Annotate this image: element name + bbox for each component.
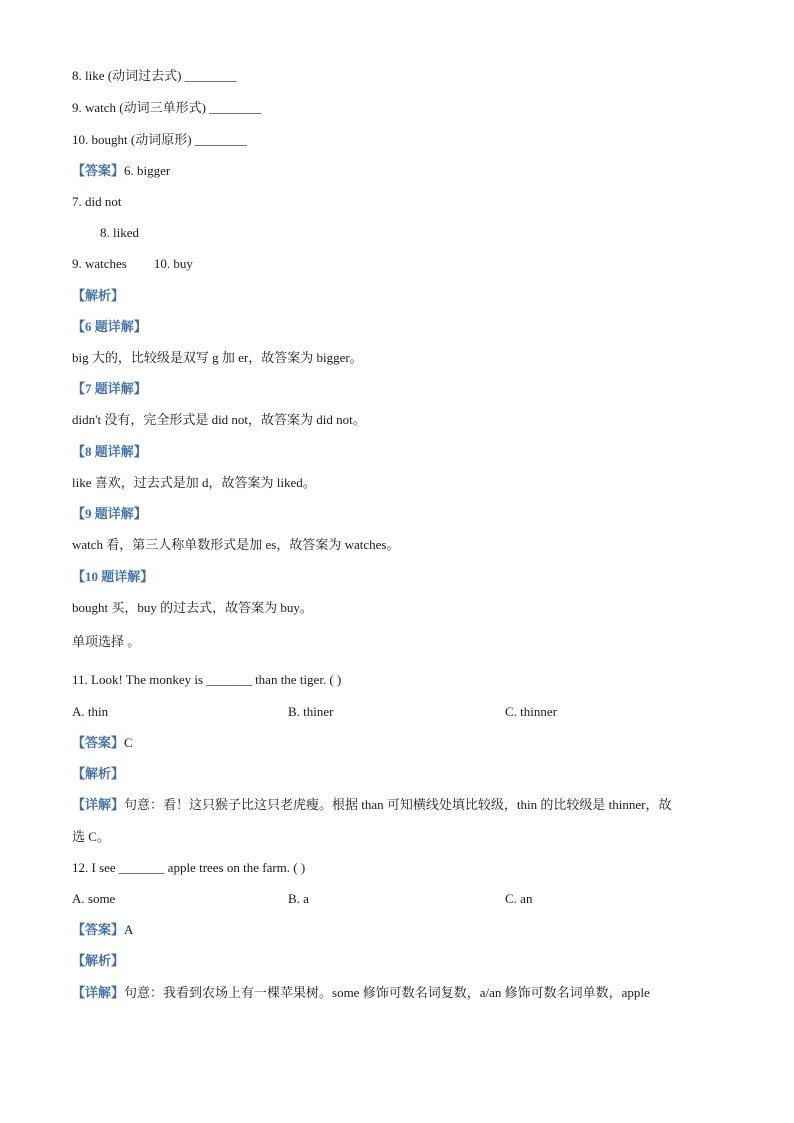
detail-7-label: 【7 题详解】 — [72, 381, 147, 396]
question-8: 8. like (动词过去式) ________ — [72, 68, 237, 83]
answer-label: 【答案】 — [72, 922, 125, 937]
question-11-option-a: A. thin — [72, 704, 109, 719]
question-12-option-c: C. an — [505, 891, 533, 906]
detail-6-label: 【6 题详解】 — [72, 319, 147, 334]
answer-label: 【答案】 — [72, 163, 125, 178]
answer-line-9-10 — [72, 256, 193, 272]
answer-value: A — [124, 922, 134, 937]
question-11-detail — [72, 797, 671, 813]
answer-7: 7. did not — [72, 194, 122, 209]
detail-6-text: big 大的，比较级是双写 g 加 er，故答案为 bigger。 — [72, 350, 363, 365]
answer-6: 6. bigger — [124, 163, 171, 178]
detail-9-label: 【9 题详解】 — [72, 506, 147, 521]
question-10: 10. bought (动词原形) ________ — [72, 132, 247, 147]
answer-value: C — [124, 735, 133, 750]
answer-9: 9. watches — [72, 256, 127, 271]
detail-10-text: bought 买，buy 的过去式，故答案为 buy。 — [72, 600, 313, 615]
detail-label: 【详解】 — [72, 985, 125, 1000]
question-12-option-a: A. some — [72, 891, 116, 906]
detail-8-text: like 喜欢，过去式是加 d，故答案为 liked。 — [72, 475, 316, 490]
question-11-detail-cont: 选 C。 — [72, 829, 110, 844]
section-title: 单项选择 。 — [72, 634, 141, 649]
detail-label: 【详解】 — [72, 797, 125, 812]
question-9: 9. watch (动词三单形式) ________ — [72, 100, 262, 115]
detail-7-text: didn't 没有，完全形式是 did not，故答案为 did not。 — [72, 412, 366, 427]
detail-text: 句意：看！这只猴子比这只老虎瘦。根据 than 可知横线处填比较级，thin 的比较级是 thinner，故 — [124, 797, 672, 812]
answer-line-6 — [72, 163, 170, 179]
detail-text: 句意：我看到农场上有一棵苹果树。some 修饰可数名词复数，a/an 修饰可数名词单数，apple — [124, 985, 650, 1000]
question-12-detail — [72, 985, 650, 1001]
question-12-stem: 12. I see _______ apple trees on the farm. ( ) — [72, 860, 306, 875]
question-11-analysis-label: 【解析】 — [72, 766, 125, 781]
question-12-analysis-label: 【解析】 — [72, 953, 125, 968]
question-11-option-b: B. thiner — [288, 704, 334, 719]
question-11-option-c: C. thinner — [505, 704, 557, 719]
detail-10-label: 【10 题详解】 — [72, 569, 154, 584]
answer-10: 10. buy — [153, 256, 193, 271]
question-11-answer — [72, 735, 133, 751]
analysis-label: 【解析】 — [72, 288, 125, 303]
detail-9-text: watch 看，第三人称单数形式是加 es，故答案为 watches。 — [72, 537, 400, 552]
question-11-stem: 11. Look! The monkey is _______ than the tiger. ( ) — [72, 672, 342, 687]
detail-8-label: 【8 题详解】 — [72, 444, 147, 459]
answer-label: 【答案】 — [72, 735, 125, 750]
question-12-option-b: B. a — [288, 891, 309, 906]
question-12-answer — [72, 922, 133, 938]
answer-8: 8. liked — [100, 225, 139, 240]
